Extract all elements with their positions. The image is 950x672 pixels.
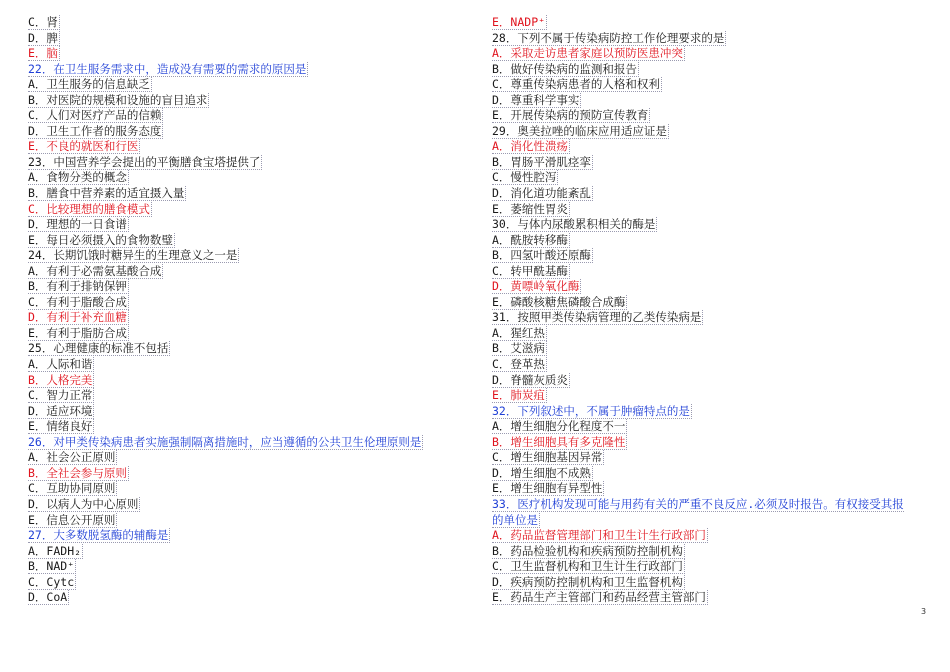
line-text: C．卫生监督机构和卫生计生行政部门	[492, 559, 683, 574]
option-line	[492, 575, 922, 591]
option-line	[492, 341, 922, 357]
option-line	[28, 77, 448, 93]
line-text: B．NAD⁺	[28, 559, 75, 574]
line-text: 31．按照甲类传染病管理的乙类传染病是	[492, 310, 702, 325]
line-text: E．每日必须摄入的食物数璧	[28, 232, 173, 247]
option-line	[492, 155, 922, 171]
question-line	[28, 155, 448, 171]
line-text: B．全社会参与原则	[28, 465, 127, 480]
line-text: 27．大多数脱氢酶的辅酶是	[28, 528, 169, 543]
question-line	[492, 497, 912, 528]
line-text: 28．下列不属于传染病防控工作伦理要求的是	[492, 30, 725, 45]
option-line	[492, 202, 922, 218]
line-text: E．增生细胞有异型性	[492, 481, 603, 496]
line-text: B．做好传染病的监测和报告	[492, 61, 637, 76]
option-line	[28, 575, 448, 591]
line-text: A．有利于必需氨基酸合成	[28, 263, 162, 278]
option-line	[28, 264, 448, 280]
line-text: B．四氢叶酸还原酶	[492, 248, 591, 263]
line-text: C．比较理想的膳食模式	[28, 201, 150, 216]
option-line	[492, 62, 922, 78]
line-text: B．有利于排钠保钾	[28, 279, 127, 294]
line-text: D．理想的一日食谱	[28, 217, 127, 232]
line-text: 22．在卫生服务需求中，造成没有需要的需求的原因是	[28, 61, 307, 76]
line-text: E．信息公开原则	[28, 512, 116, 527]
line-text: D．增生细胞不成熟	[492, 465, 591, 480]
option-line	[492, 373, 922, 389]
right-column	[492, 15, 922, 606]
line-text: C．智力正常	[28, 388, 93, 403]
line-text: 24．长期饥饿时糖异生的生理意义之一是	[28, 248, 238, 263]
line-text: D．以病人为中心原则	[28, 496, 139, 511]
answer-line	[28, 139, 448, 155]
option-line	[492, 419, 922, 435]
line-text: B．药品检验机构和疾病预防控制机构	[492, 543, 683, 558]
answer-line	[492, 528, 922, 544]
line-text: D．消化道功能紊乱	[492, 186, 591, 201]
option-line	[28, 186, 448, 202]
line-text: 30．与体内尿酸累积相关的酶是	[492, 217, 656, 232]
line-text: E．磷酸核糖焦磷酸合成酶	[492, 294, 626, 309]
line-text: D．脊髓灰质炎	[492, 372, 568, 387]
line-text: E．肺炭疽	[492, 388, 545, 403]
line-text: C．肾	[28, 15, 58, 29]
option-line	[492, 544, 922, 560]
line-text: B．人格完美	[28, 372, 93, 387]
line-text: E．药品生产主管部门和药品经营主管部门	[492, 590, 706, 605]
left-column	[28, 15, 448, 606]
option-line	[28, 279, 448, 295]
line-text: C．Cytc	[28, 574, 75, 589]
line-text: A．人际和谐	[28, 357, 93, 372]
question-line	[492, 31, 922, 47]
option-line	[492, 93, 922, 109]
option-line	[492, 357, 922, 373]
question-line	[492, 124, 922, 140]
line-text: C．有利于脂酸合成	[28, 294, 127, 309]
line-text: A．采取走访患者家庭以预防医患冲突	[492, 46, 683, 61]
question-line	[28, 528, 448, 544]
line-text: C．转甲酰基酶	[492, 263, 568, 278]
answer-line	[492, 388, 922, 404]
line-text: C．增生细胞基因异常	[492, 450, 603, 465]
option-line	[492, 108, 922, 124]
line-text: A．卫生服务的信息缺乏	[28, 77, 150, 92]
option-line	[28, 419, 448, 435]
line-text: A．消化性溃疡	[492, 139, 568, 154]
line-text: C．互助协同原则	[28, 481, 116, 496]
question-line	[492, 404, 922, 420]
option-line	[28, 108, 448, 124]
answer-line	[492, 15, 922, 31]
line-text: 32．下列叙述中，不属于肿瘤特点的是	[492, 403, 690, 418]
option-line	[28, 217, 448, 233]
line-text: E．萎缩性胃炎	[492, 201, 568, 216]
option-line	[492, 186, 922, 202]
line-text: C．尊重传染病患者的人格和权利	[492, 77, 660, 92]
answer-line	[492, 46, 922, 62]
option-line	[28, 388, 448, 404]
option-line	[28, 295, 448, 311]
line-text: E．脑	[28, 46, 58, 61]
line-text: D．黄嘌岭氧化酶	[492, 279, 580, 294]
line-text: A．猩红热	[492, 325, 545, 340]
option-line	[492, 466, 922, 482]
question-line	[28, 248, 448, 264]
option-line	[28, 15, 448, 31]
option-line	[492, 590, 922, 606]
answer-line	[28, 373, 448, 389]
page-number: 3	[921, 607, 927, 616]
line-text: A．增生细胞分化程度不一	[492, 419, 626, 434]
line-text: 29．奥美拉唑的临床应用适应证是	[492, 123, 667, 138]
line-text: D．尊重科学事实	[492, 92, 580, 107]
option-line	[492, 170, 922, 186]
option-line	[28, 357, 448, 373]
line-text: D．适应环境	[28, 403, 93, 418]
line-text: 25．心理健康的标准不包括	[28, 341, 169, 356]
option-line	[28, 404, 448, 420]
line-text: D．脾	[28, 30, 58, 45]
line-text: B．艾滋病	[492, 341, 545, 356]
line-text: E．有利于脂肪合成	[28, 325, 127, 340]
question-line	[492, 217, 922, 233]
option-line	[28, 326, 448, 342]
line-text: B．增生细胞具有多克隆性	[492, 434, 626, 449]
answer-line	[492, 279, 922, 295]
line-text: D．疾病预防控制机构和卫生监督机构	[492, 574, 683, 589]
option-line	[28, 497, 448, 513]
line-text: C．人们对医疗产品的信赖	[28, 108, 162, 123]
option-line	[492, 450, 922, 466]
line-text: D．卫生工作者的服务态度	[28, 123, 162, 138]
option-line	[28, 31, 448, 47]
line-text: B．胃肠平滑肌痉挛	[492, 154, 591, 169]
question-line	[28, 435, 448, 451]
option-line	[492, 77, 922, 93]
line-text: E．NADP⁺	[492, 15, 546, 29]
answer-line	[28, 310, 448, 326]
option-line	[28, 170, 448, 186]
option-line	[492, 248, 922, 264]
line-text: D．有利于补充血糖	[28, 310, 127, 325]
answer-line	[28, 466, 448, 482]
question-line	[492, 310, 922, 326]
option-line	[28, 513, 448, 529]
line-text: A．社会公正原则	[28, 450, 116, 465]
answer-line	[28, 202, 448, 218]
option-line	[28, 590, 448, 606]
line-text: C．慢性腔泻	[492, 170, 557, 185]
line-text: A．酰胺转移酶	[492, 232, 568, 247]
line-text: B．膳食中营养素的适宜摄入量	[28, 186, 185, 201]
option-line	[492, 264, 922, 280]
line-text: A．食物分类的概念	[28, 170, 127, 185]
option-line	[492, 295, 922, 311]
option-line	[492, 233, 922, 249]
line-text: 33．医疗机构发现可能与用药有关的严重不良反应.必须及时报告。有权接受其报的单位是	[492, 496, 904, 527]
line-text: D．CoA	[28, 590, 68, 605]
option-line	[28, 450, 448, 466]
line-text: E．开展传染病的预防宣传教育	[492, 108, 649, 123]
question-line	[28, 341, 448, 357]
option-line	[492, 326, 922, 342]
answer-line	[492, 139, 922, 155]
line-text: C．登革热	[492, 357, 545, 372]
option-line	[28, 93, 448, 109]
line-text: 26．对甲类传染病患者实施强制隔离措施时，应当遵循的公共卫生伦理原则是	[28, 434, 422, 449]
line-text: B．对医院的规模和设施的盲目追求	[28, 92, 208, 107]
question-line	[28, 62, 448, 78]
option-line	[28, 233, 448, 249]
option-line	[28, 124, 448, 140]
option-line	[28, 481, 448, 497]
answer-line	[28, 46, 448, 62]
line-text: E．不良的就医和行医	[28, 139, 139, 154]
answer-line	[492, 435, 922, 451]
line-text: A．FADH₂	[28, 543, 82, 558]
option-line	[28, 544, 448, 560]
line-text: A．药品监督管理部门和卫生计生行政部门	[492, 528, 706, 543]
option-line	[492, 481, 922, 497]
option-line	[28, 559, 448, 575]
line-text: 23．中国营养学会提出的平衡膳食宝塔提供了	[28, 154, 261, 169]
line-text: E．情绪良好	[28, 419, 93, 434]
option-line	[492, 559, 922, 575]
